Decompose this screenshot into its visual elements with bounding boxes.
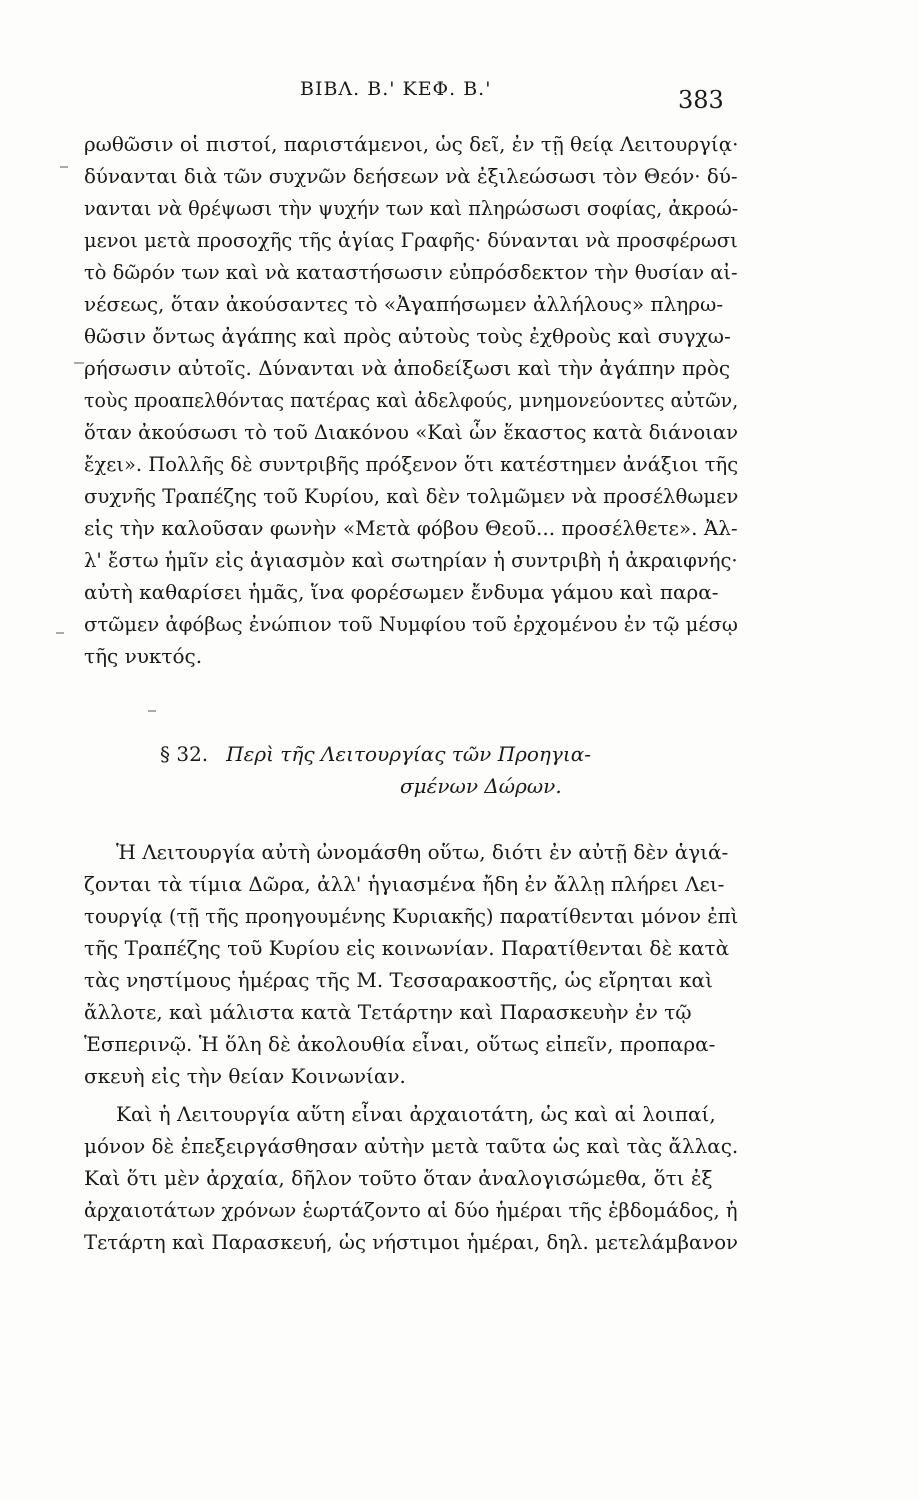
running-head: ΒΙΒΛ. Β.' ΚΕΦ. Β.' <box>300 78 492 100</box>
text-line: μόνον δὲ ἐπεξειργάσθησαν αὐτὴν μετὰ ταῦτα ὡς καὶ τὰς ἄλλας. <box>84 1134 739 1158</box>
text-line: νανται νὰ θρέψωσι τὴν ψυχήν των καὶ πληρώσωσι σοφίας, ἀκροώ- <box>84 196 739 220</box>
text-line: ἔχει». Πολλῆς δὲ συντριβῆς πρόξενον ὅτι κατέστημεν ἀνάξιοι τῆς <box>84 452 739 476</box>
page-number: 383 <box>678 86 724 114</box>
text-line: συχνῆς Τραπέζης τοῦ Κυρίου, καὶ δὲν τολμῶμεν νὰ προσέλθωμεν <box>84 484 739 508</box>
text-line: εἰς τὴν καλοῦσαν φωνὴν «Μετὰ φόβου Θεοῦ... προσέλθετε». Ἀλ- <box>84 516 738 540</box>
text-line: ρήσωσιν αὐτοῖς. Δύνανται νὰ ἀποδείξωσι καὶ τὴν ἀγάπην πρὸς <box>84 356 731 380</box>
text-line: τὸ δῶρόν των καὶ νὰ καταστήσωσιν εὐπρόσδεκτον τὴν θυσίαν αἰ- <box>84 260 738 284</box>
text-line: Καὶ ὅτι μὲν ἀρχαία, δῆλον τοῦτο ὅταν ἀναλογισώμεθα, ὅτι ἐξ <box>84 1166 713 1190</box>
text-line: δύνανται διὰ τῶν συχνῶν δεήσεων νὰ ἐξιλεώσωσι τὸν Θεόν· δύ- <box>84 164 738 188</box>
text-line: στῶμεν ἀφόβως ἐνώπιον τοῦ Νυμφίου τοῦ ἐρχομένου ἐν τῷ μέσῳ <box>84 612 738 636</box>
section-title: Περὶ τῆς Λειτουργίας τῶν Προηγια- <box>226 742 591 766</box>
text-line: μενοι μετὰ προσοχῆς τῆς ἁγίας Γραφῆς· δύνανται νὰ προσφέρωσι <box>84 228 738 252</box>
text-line: τῆς νυκτός. <box>84 644 203 668</box>
text-line: Τετάρτη καὶ Παρασκευή, ὡς νήστιμοι ἡμέραι, δηλ. μετελάμβανον <box>84 1230 738 1254</box>
section-title-continued: σμένων Δώρων. <box>400 774 562 798</box>
text-line: θῶσιν ὄντως ἀγάπης καὶ πρὸς αὐτοὺς τοὺς ἐχθροὺς καὶ συγχω- <box>84 324 731 348</box>
text-line: τὰς νηστίμους ἡμέρας τῆς Μ. Τεσσαρακοστῆς, ὡς εἴρηται καὶ <box>84 968 713 992</box>
text-line: Ἑσπερινῷ. Ἡ ὅλη δὲ ἀκολουθία εἶναι, οὕτως εἰπεῖν, προπαρα- <box>84 1032 716 1056</box>
text-line: Ἡ Λειτουργία αὐτὴ ὠνομάσθη οὕτω, διότι ἐν αὐτῇ δὲν ἁγιά- <box>116 840 729 864</box>
scan-speck <box>56 632 64 634</box>
scan-speck <box>60 166 68 168</box>
text-line: τουργίᾳ (τῇ τῆς προηγουμένης Κυριακῆς) παρατίθενται μόνον ἐπὶ <box>84 904 739 928</box>
scan-speck <box>74 362 84 364</box>
text-line: τῆς Τραπέζης τοῦ Κυρίου εἰς κοινωνίαν. Παρατίθενται δὲ κατὰ <box>84 936 730 960</box>
text-line: ρωθῶσιν οἱ πιστοί, παριστάμενοι, ὡς δεῖ, ἐν τῇ θείᾳ Λειτουργίᾳ· <box>84 132 739 156</box>
text-line: ἀρχαιοτάτων χρόνων ἑωρτάζοντο αἱ δύο ἡμέραι τῆς ἑβδομάδος, ἡ <box>84 1198 738 1222</box>
text-line: ζονται τὰ τίμια Δῶρα, ἀλλ' ἡγιασμένα ἤδη ἐν ἄλλῃ πλήρει Λει- <box>84 872 725 896</box>
scan-speck <box>148 710 156 712</box>
text-line: ὅταν ἀκούσωσι τὸ τοῦ Διακόνου «Καὶ ὧν ἕκαστος κατὰ διάνοιαν <box>84 420 739 444</box>
text-line: Καὶ ἡ Λειτουργία αὕτη εἶναι ἀρχαιοτάτη, ὡς καὶ αἱ λοιπαί, <box>116 1102 716 1126</box>
text-line: λ' ἔστω ἡμῖν εἰς ἁγιασμὸν καὶ σωτηρίαν ἡ συντριβὴ ἡ ἀκραιφνής· <box>84 548 738 572</box>
text-line: τοὺς προαπελθόντας πατέρας καὶ ἀδελφούς, μνημονεύοντες αὐτῶν, <box>84 388 739 412</box>
text-line: ἄλλοτε, καὶ μάλιστα κατὰ Τετάρτην καὶ Παρασκευὴν ἐν τῷ <box>84 1000 692 1024</box>
section-heading-line <box>160 742 591 766</box>
text-line: σκευὴ εἰς τὴν θείαν Κοινωνίαν. <box>84 1064 406 1088</box>
text-line: νέσεως, ὅταν ἀκούσαντες τὸ «Ἀγαπήσωμεν ἀλλήλους» πληρω- <box>84 292 724 316</box>
text-line: αὐτὴ καθαρίσει ἡμᾶς, ἵνα φορέσωμεν ἔνδυμα γάμου καὶ παρα- <box>84 580 719 604</box>
section-number: § 32. <box>160 742 209 766</box>
